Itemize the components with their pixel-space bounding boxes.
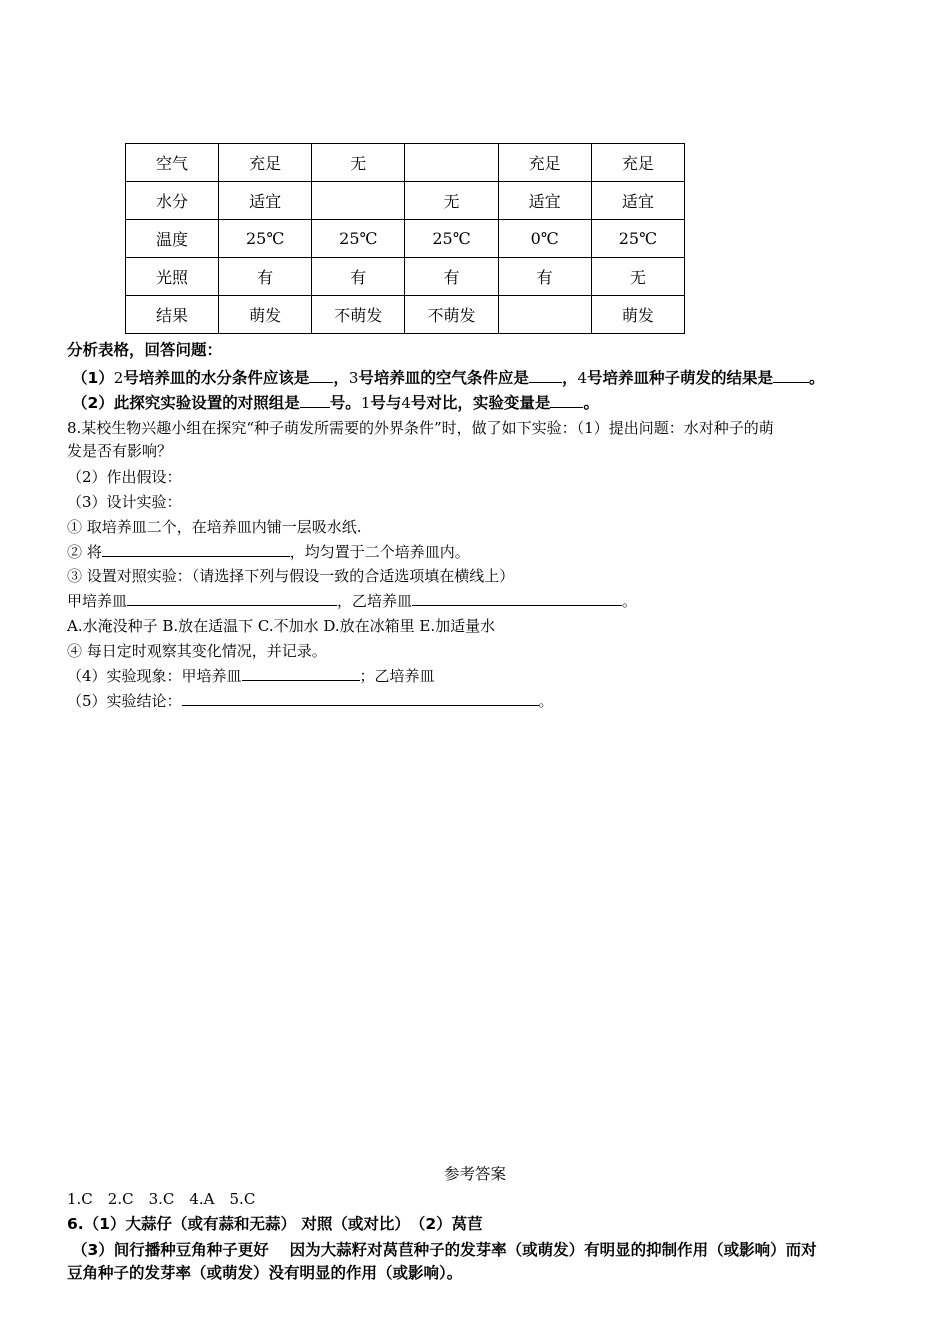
row-label: 空气 bbox=[126, 144, 219, 182]
table-row bbox=[126, 220, 685, 258]
table-cell: 25℃ bbox=[219, 220, 312, 258]
table-row bbox=[126, 296, 685, 334]
table-cell: 适宜 bbox=[219, 182, 312, 220]
blank-conclusion[interactable] bbox=[182, 691, 539, 706]
blank-control-group[interactable] bbox=[300, 393, 330, 408]
table-cell: 25℃ bbox=[312, 220, 405, 258]
table-cell bbox=[405, 144, 498, 182]
table-cell: 有 bbox=[312, 258, 405, 296]
q8-line-2: 发是否有影响？ bbox=[67, 442, 173, 460]
question-2: （2）此探究实验设置的对照组是 号。1号与4号对比，实验变量是 。 bbox=[72, 394, 599, 412]
q8-conclusion: （5）实验结论： 。 bbox=[67, 692, 554, 710]
table-row bbox=[126, 144, 685, 182]
q8-step-2: （2）作出假设： bbox=[67, 468, 182, 486]
q8-dishes: 甲培养皿 ，乙培养皿 。 bbox=[67, 592, 638, 610]
table-cell: 无 bbox=[312, 144, 405, 182]
blank-water-condition[interactable] bbox=[309, 368, 333, 383]
table-cell: 25℃ bbox=[405, 220, 498, 258]
row-label: 水分 bbox=[126, 182, 219, 220]
row-label: 光照 bbox=[126, 258, 219, 296]
q8-step-3: （3）设计实验： bbox=[67, 493, 182, 511]
table-row bbox=[126, 258, 685, 296]
q8-options: A.水淹没种子 B.放在适温下 C.不加水 D.放在冰箱里 E.加适量水 bbox=[67, 617, 496, 635]
q8-sub-3: ③ 设置对照实验：（请选择下列与假设一致的合适选项填在横线上） bbox=[67, 567, 515, 585]
table-cell: 无 bbox=[591, 258, 684, 296]
row-label: 结果 bbox=[126, 296, 219, 334]
blank-variable[interactable] bbox=[550, 393, 583, 408]
blank-dish-a[interactable] bbox=[127, 591, 337, 606]
question-1: （1）2号培养皿的水分条件应该是 ，3号培养皿的空气条件应是 ，4号培养皿种子萌发的结果是 。 bbox=[72, 369, 825, 387]
table-cell: 适宜 bbox=[498, 182, 591, 220]
table-cell: 有 bbox=[498, 258, 591, 296]
blank-dish-b[interactable] bbox=[412, 591, 622, 606]
answers-mc: 1.C 2.C 3.C 4.A 5.C bbox=[67, 1190, 256, 1208]
germination-table bbox=[125, 143, 685, 334]
answer-6-line-1: 6.（1）大蒜仔（或有蒜和无蒜） 对照（或对比） （2）莴苣 bbox=[67, 1215, 483, 1233]
table-row bbox=[126, 182, 685, 220]
table-cell: 不萌发 bbox=[312, 296, 405, 334]
blank-observation-a[interactable] bbox=[242, 666, 360, 681]
blank-dish4-result[interactable] bbox=[773, 368, 809, 383]
table-cell: 25℃ bbox=[591, 220, 684, 258]
table-cell bbox=[498, 296, 591, 334]
row-label: 温度 bbox=[126, 220, 219, 258]
table-cell: 有 bbox=[405, 258, 498, 296]
table-cell: 充足 bbox=[591, 144, 684, 182]
table-cell: 有 bbox=[219, 258, 312, 296]
blank-air-condition[interactable] bbox=[529, 368, 562, 383]
q8-line-1: 8.某校生物兴趣小组在探究“种子萌发所需要的外界条件”时，做了如下实验：（1）提出问题：水对种子的萌 bbox=[67, 419, 774, 437]
q8-observation: （4）实验现象：甲培养皿 ；乙培养皿 bbox=[67, 667, 435, 685]
table-cell: 适宜 bbox=[591, 182, 684, 220]
table-cell: 充足 bbox=[498, 144, 591, 182]
table-cell: 0℃ bbox=[498, 220, 591, 258]
q8-sub-1: ① 取培养皿二个，在培养皿内铺一层吸水纸. bbox=[67, 518, 362, 536]
answers-title: 参考答案 bbox=[443, 1165, 506, 1183]
table-cell bbox=[312, 182, 405, 220]
answer-6-line-3: 豆角种子的发芽率（或萌发）没有明显的作用（或影响）。 bbox=[67, 1264, 463, 1282]
answer-6-line-2: （3）间行播种豆角种子更好 因为大蒜籽对莴苣种子的发芽率（或萌发）有明显的抑制作用（或影响）而对 bbox=[72, 1241, 817, 1259]
table-cell: 不萌发 bbox=[405, 296, 498, 334]
table-cell: 萌发 bbox=[591, 296, 684, 334]
table-cell: 充足 bbox=[219, 144, 312, 182]
q8-sub-4: ④ 每日定时观察其变化情况，并记录。 bbox=[67, 642, 327, 660]
q8-sub-2: ② 将 ，均匀置于二个培养皿内。 bbox=[67, 543, 470, 561]
analysis-intro: 分析表格，回答问题： bbox=[67, 341, 223, 359]
table-cell: 无 bbox=[405, 182, 498, 220]
table-cell: 萌发 bbox=[219, 296, 312, 334]
blank-seeds[interactable] bbox=[102, 542, 290, 557]
